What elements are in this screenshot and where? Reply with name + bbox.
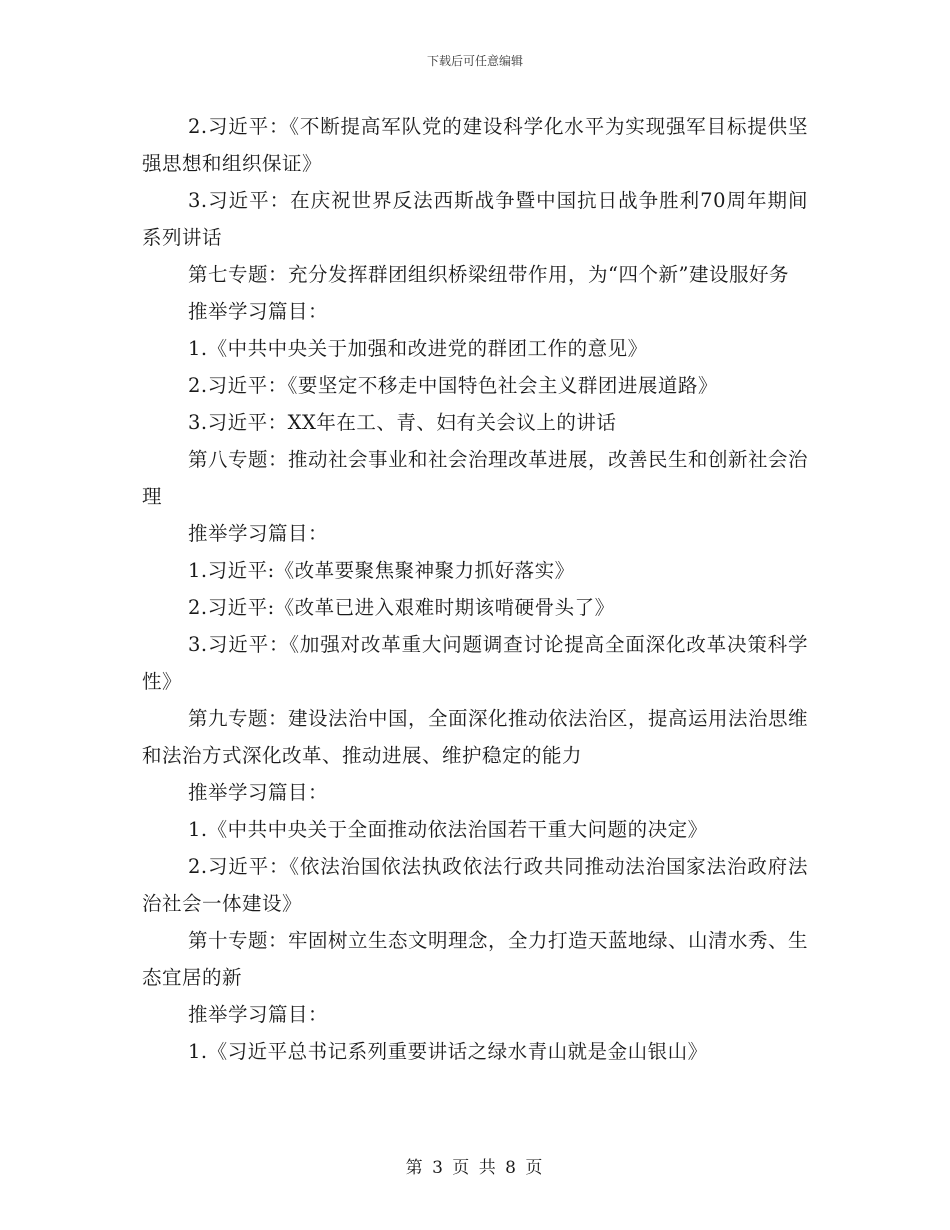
section-heading: 第八专题：推动社会事业和社会治理改革进展，改善民生和创新社会治理 bbox=[142, 448, 809, 508]
list-item: 1.《中共中央关于加强和改进党的群团工作的意见》 bbox=[188, 337, 648, 360]
reading-list-label: 推举学习篇目： bbox=[188, 522, 329, 545]
paragraph: 2.习近平：《不断提高军队党的建设科学化水平为实现强军目标提供坚强思想和组织保证》 bbox=[142, 115, 808, 175]
page-number: 第 3 页 共 8 页 bbox=[405, 1158, 545, 1178]
document-body bbox=[142, 108, 808, 1070]
list-item: 1.《中共中央关于全面推动依法治国若干重大问题的决定》 bbox=[188, 818, 708, 841]
list-item: 3.习近平：《加强对改革重大问题调查讨论提高全面深化改革决策科学性》 bbox=[142, 633, 808, 693]
list-item: 2.习近平：《依法治国依法执政依法行政共同推动法治国家法治政府法治社会一体建设》 bbox=[142, 855, 808, 915]
section-heading: 第九专题：建设法治中国，全面深化推动依法治区，提高运用法治思维和法治方式深化改革、推动进展、维护稳定的能力 bbox=[142, 707, 809, 767]
section-heading: 第七专题：充分发挥群团组织桥梁纽带作用，为“四个新”建设服好务 bbox=[188, 263, 789, 286]
page-header: 下载后可任意编辑 bbox=[426, 54, 523, 68]
list-item: 2.习近平:《改革已进入艰难时期该啃硬骨头了》 bbox=[188, 596, 615, 619]
reading-list-label: 推举学习篇目： bbox=[188, 781, 329, 804]
list-item: 1.《习近平总书记系列重要讲话之绿水青山就是金山银山》 bbox=[188, 1040, 708, 1063]
paragraph: 3.习近平：在庆祝世界反法西斯战争暨中国抗日战争胜利70周年期间系列讲话 bbox=[142, 189, 808, 249]
reading-list-label: 推举学习篇目： bbox=[188, 1003, 329, 1026]
section-heading: 第十专题：牢固树立生态文明理念，全力打造天蓝地绿、山清水秀、生态宜居的新 bbox=[142, 929, 809, 989]
list-item: 1.习近平:《改革要聚焦聚神聚力抓好落实》 bbox=[188, 559, 575, 582]
list-item: 3.习近平：XX年在工、青、妇有关会议上的讲话 bbox=[188, 411, 617, 434]
list-item: 2.习近平：《要坚定不移走中国特色社会主义群团进展道路》 bbox=[188, 374, 718, 397]
reading-list-label: 推举学习篇目： bbox=[188, 300, 329, 323]
